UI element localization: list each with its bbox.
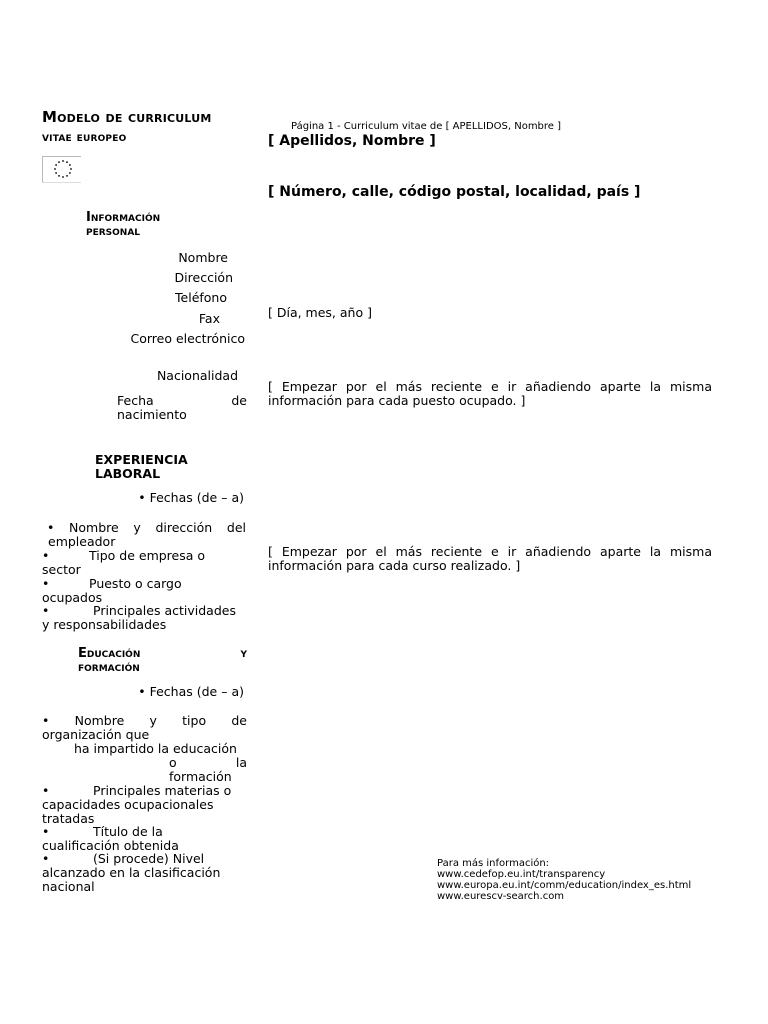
title-line-2: vitae europeo	[42, 130, 127, 145]
edu-org-word-o: o	[169, 755, 177, 770]
label-direccion: Dirección	[174, 270, 233, 285]
title-line-1: Modelo de curriculum	[42, 108, 212, 126]
section-title-experience	[95, 453, 188, 481]
edu-nivel-line2: alcanzado en la clasificación	[42, 865, 221, 880]
bullet: •	[42, 603, 50, 618]
exp-empleador	[47, 521, 246, 549]
edu-org-word-tipo: tipo	[182, 713, 207, 728]
edu-org-word-y: y	[149, 713, 157, 728]
label-nombre: Nombre	[178, 250, 228, 265]
edu-titulo-line1: Título de la	[93, 824, 163, 839]
edu-org-word-nombre: Nombre	[74, 713, 125, 728]
exp-empleador-line2: empleador	[48, 534, 116, 549]
exp-actividades-line1: Principales actividades	[93, 603, 236, 618]
edu-org-word-la: la	[235, 755, 247, 770]
section-title-experience-line2: LABORAL	[95, 466, 161, 481]
exp-actividades	[42, 604, 247, 632]
footer-info	[437, 858, 691, 902]
exp-puesto-line1: Puesto o cargo	[89, 576, 182, 591]
label-fecha-word: Fecha	[117, 393, 154, 408]
edu-materias-line1: Principales materias o	[93, 783, 232, 798]
section-title-education-word2: y	[240, 646, 247, 661]
edu-org-line5: formación	[169, 769, 232, 784]
document-title	[42, 108, 262, 147]
eu-stars-icon	[53, 159, 73, 179]
exp-tipo-empresa-line2: sector	[42, 562, 81, 577]
edu-materias-line3: tratadas	[42, 811, 95, 826]
label-correo: Correo electrónico	[130, 331, 245, 346]
exp-puesto-line2: ocupados	[42, 590, 103, 605]
education-placeholder: [ Empezar por el más reciente e ir añadiendo aparte la misma información para cada curso realizado. ]	[268, 544, 712, 573]
edu-org-word-de: de	[231, 713, 247, 728]
bullet: •	[42, 713, 50, 728]
footer-link-cedefop[interactable]: www.cedefop.eu.int/transparency	[437, 869, 606, 880]
section-title-personal-line1: Información	[86, 210, 161, 225]
bullet: •	[42, 548, 50, 563]
edu-nivel-line1: (Si procede) Nivel	[93, 851, 205, 866]
page-header: Página 1 - Curriculum vitae de [ APELLIDOS, Nombre ]	[291, 121, 562, 132]
footer-link-eurescv[interactable]: www.eurescv-search.com	[437, 891, 565, 902]
exp-tipo-empresa	[42, 549, 247, 577]
exp-empleador-line1: • Nombre y dirección del	[47, 520, 246, 535]
edu-titulo-line2: cualificación obtenida	[42, 838, 179, 853]
edu-nivel	[42, 852, 247, 894]
section-title-personal	[86, 211, 160, 239]
label-fecha-nacimiento	[117, 394, 247, 422]
label-de-word: de	[231, 393, 247, 408]
footer-link-europa[interactable]: www.europa.eu.int/comm/education/index_es.html	[437, 880, 692, 891]
footer-heading: Para más información:	[437, 858, 550, 869]
section-title-education-line2: formación	[78, 660, 140, 675]
label-nacionalidad: Nacionalidad	[156, 368, 238, 383]
label-fax: Fax	[198, 311, 220, 326]
name-placeholder: [ Apellidos, Nombre ]	[268, 133, 436, 149]
edu-org-line3: ha impartido la educación	[74, 741, 237, 756]
exp-tipo-empresa-line1: Tipo de empresa o	[89, 548, 206, 563]
exp-fechas: • Fechas (de – a)	[138, 490, 244, 505]
edu-materias	[42, 784, 247, 826]
exp-puesto	[42, 577, 247, 605]
bullet: •	[42, 783, 50, 798]
label-telefono: Teléfono	[175, 290, 227, 305]
bullet: •	[42, 824, 50, 839]
edu-materias-line2: capacidades ocupacionales	[42, 797, 214, 812]
exp-actividades-line2: y responsabilidades	[42, 617, 167, 632]
edu-titulo	[42, 825, 247, 853]
bullet: •	[42, 851, 50, 866]
label-nacimiento-word: nacimiento	[117, 407, 187, 422]
address-placeholder: [ Número, calle, código postal, localidad, país ]	[268, 184, 641, 200]
experience-placeholder: [ Empezar por el más reciente e ir añadiendo aparte la misma información para cada puesto ocupado. ]	[268, 379, 712, 408]
bullet: •	[42, 576, 50, 591]
edu-organizacion	[42, 714, 247, 784]
edu-org-line2: organización que	[42, 727, 150, 742]
eu-flag-logo	[42, 156, 81, 183]
edu-fechas: • Fechas (de – a)	[138, 684, 244, 699]
section-title-education-word1: Educación	[78, 646, 141, 661]
section-title-education	[78, 647, 247, 675]
section-title-personal-line2: personal	[86, 224, 141, 239]
section-title-experience-line1: EXPERIENCIA	[95, 452, 188, 467]
date-placeholder: [ Día, mes, año ]	[268, 305, 372, 320]
edu-nivel-line3: nacional	[42, 879, 95, 894]
